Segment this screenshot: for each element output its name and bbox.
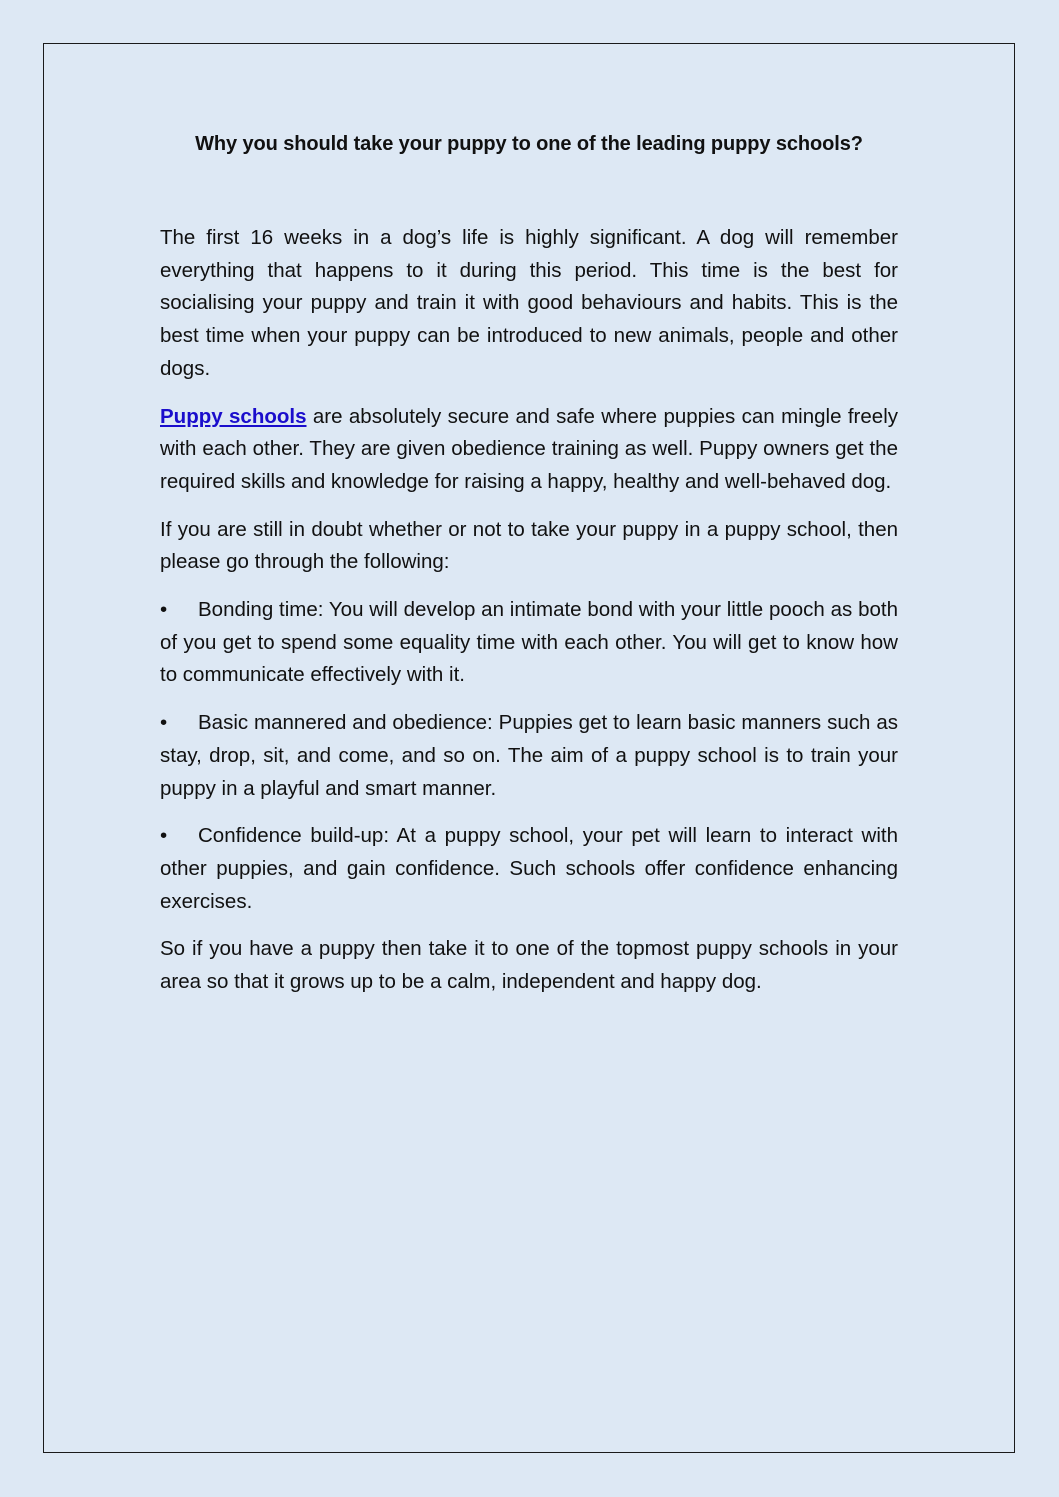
bullet-item-obedience [160, 707, 898, 805]
bullet-text: Basic mannered and obedience: Puppies get to learn basic manners such as stay, drop, sit, and come, and so on. The aim of a puppy school is to train your puppy in a playful and smart manner. [160, 711, 898, 800]
document-content [160, 128, 898, 1014]
puppy-schools-link[interactable]: Puppy schools [160, 404, 307, 428]
bullet-item-confidence [160, 820, 898, 918]
bullet-icon: • [160, 824, 168, 848]
document-body [160, 222, 898, 999]
intro-paragraph: The first 16 weeks in a dog’s life is highly significant. A dog will remember everything that happens to it during this period. This time is the best for socialising your puppy and train it with good behaviours and habits. This is the best time when your puppy can be introduced to new animals, people and other dogs. [160, 226, 898, 380]
bullet-icon: • [160, 598, 168, 622]
doubt-paragraph: If you are still in doubt whether or not to take your puppy in a puppy school, then please go through the following: [160, 517, 898, 574]
bullet-text: Confidence build-up: At a puppy school, your pet will learn to interact with other puppies, and gain confidence. Such schools offer confidence enhancing exercises. [160, 824, 898, 913]
bullet-text: Bonding time: You will develop an intimate bond with your little pooch as both of you get to spend some equality time with each other. You will get to know how to communicate effectively with it. [160, 598, 898, 687]
bullet-icon: • [160, 711, 168, 735]
schools-paragraph [160, 401, 898, 499]
document-title: Why you should take your puppy to one of the leading puppy schools? [195, 133, 863, 155]
conclusion-paragraph: So if you have a puppy then take it to one of the topmost puppy schools in your area so that it grows up to be a calm, independent and happy dog. [160, 937, 898, 994]
schools-paragraph-text: are absolutely secure and safe where puppies can mingle freely with each other. They are given obedience training as well. Puppy owners get the required skills and knowledge for raising a happy, healthy and well-behaved dog. [160, 404, 898, 493]
bullet-item-bonding [160, 594, 898, 692]
